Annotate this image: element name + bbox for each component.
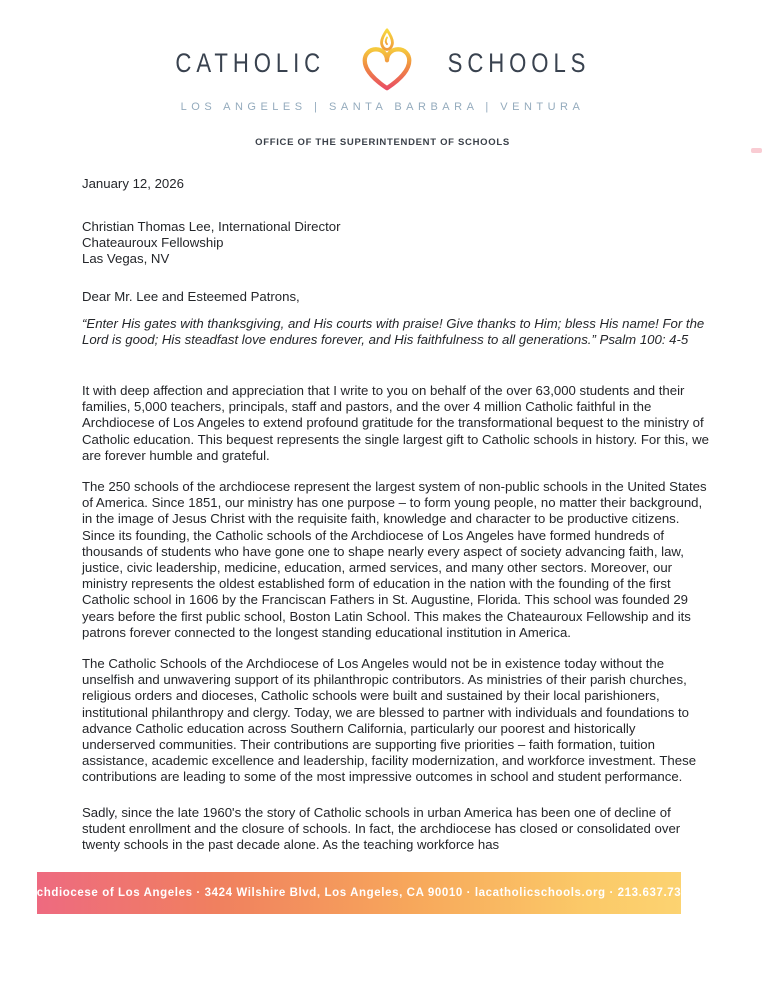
footer-banner <box>22 872 696 914</box>
salutation: Dear Mr. Lee and Esteemed Patrons, <box>82 289 300 304</box>
body-paragraph-4: Sadly, since the late 1960's the story of Catholic schools in urban America has been one of decline of student enrollment and the closure of schools. In fact, the archdiocese has closed or consolidated over twenty schools in the past decade alone. As the teaching workforce has <box>82 805 681 853</box>
scan-artifact-mark <box>751 148 762 153</box>
footer-contact-line: Archdiocese of Los Angeles · 3424 Wilshire Blvd, Los Angeles, CA 90010 · lacatholicschools.org · 213.637.7300 <box>22 887 696 899</box>
regions-tagline: LOS ANGELES | SANTA BARBARA | VENTURA <box>180 101 585 113</box>
body-paragraph-3: The Catholic Schools of the Archdiocese of Los Angeles would not be in existence today without the unselfish and unwavering support of its philanthropic contributors. As ministries of their parish churches, religious orders and dioceses, Catholic schools were built and sustained by their local parishioners, institutional philanthropy and clergy. Today, we are blessed to partner with individuals and foundations to advance Catholic education across Southern California, particularly our poorest and historically underserved communities. Their contributions are supporting five priorities – faith formation, tuition assistance, academic excellence and leadership, facility modernization, and workforce investment. These contributions are leading to some of the most impressive outcomes in school and student performance. <box>82 656 697 785</box>
recipient-line-org: Chateauroux Fellowship <box>82 235 224 251</box>
body-paragraph-1: It with deep affection and appreciation that I write to you on behalf of the over 63,000 students and their families, 5,000 teachers, principals, staff and pastors, and the over 4 million Catholic faithful in the Archdiocese of Los Angeles to extend profound gratitude for the transformational bequest to the ministry of Catholic education. This bequest represents the single largest gift to Catholic schools in history. For this, we are forever humble and grateful. <box>82 383 709 463</box>
heart-flame-icon <box>358 28 416 100</box>
office-title: OFFICE OF THE SUPERINTENDENT OF SCHOOLS <box>255 137 510 148</box>
body-paragraph-2: The 250 schools of the archdiocese represent the largest system of non-public schools in the United States of America. Since 1851, our ministry has one purpose – to form young people, no matter their background, in the image of Jesus Christ with the requisite faith, knowledge and character to be productive citizens. Since its founding, the Catholic schools of the Archdiocese of Los Angeles have formed hundreds of thousands of students who have gone one to shape nearly every aspect of society advancing faith, law, justice, civic leadership, medicine, education, armed services, and many other sectors. Moreover, our ministry represents the oldest established form of education in the nation with the founding of the first Catholic school in 1606 by the Franciscan Fathers in St. Augustine, Florida. This school was founded 29 years before the first public school, Boston Latin School. This makes the Chateauroux Fellowship and its patrons forever connected to the longest standing educational institution in America. <box>82 479 707 640</box>
scripture-quote: “Enter His gates with thanksgiving, and His courts with praise! Give thanks to Him; bless His name! For the Lord is good; His steadfast love endures forever, and His faithfulness to all generations.” Psalm 100: 4-5 <box>82 316 705 348</box>
recipient-line-name: Christian Thomas Lee, International Director <box>82 219 341 234</box>
brand-wordmark-catholic: CATHOLIC <box>175 47 326 78</box>
letterhead-logo <box>0 26 765 100</box>
letter-date: January 12, 2026 <box>82 176 184 191</box>
brand-wordmark-schools: SCHOOLS <box>447 47 591 78</box>
recipient-block <box>82 219 710 268</box>
recipient-line-city: Las Vegas, NV <box>82 251 170 267</box>
